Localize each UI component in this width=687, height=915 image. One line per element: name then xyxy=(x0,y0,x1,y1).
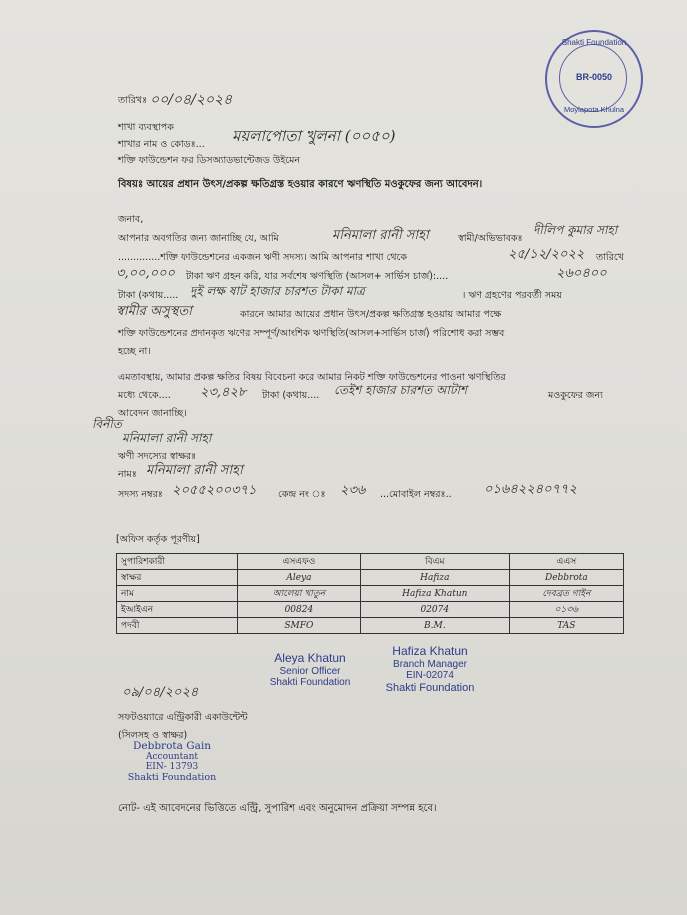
cell: 02074 xyxy=(360,602,509,618)
table-row xyxy=(117,586,624,602)
applicant-signature: মনিমালা রানী সাহা xyxy=(122,431,212,445)
closing-hand: বিনীত xyxy=(92,417,122,431)
cell: দেবব্রত গাইন xyxy=(509,586,623,602)
row-label: নাম xyxy=(117,586,238,602)
salutation: জনাব, xyxy=(118,214,144,225)
row-label: ইআইএন xyxy=(117,602,238,618)
table-row xyxy=(117,618,624,634)
stamp-org: Shakti Foundation xyxy=(127,771,217,783)
body-text: টাকা (কথায়..... xyxy=(118,290,179,301)
body-text: হচ্ছে না। xyxy=(118,346,151,357)
stamp-org: Shakti Foundation xyxy=(269,677,351,689)
body-text: শক্তি ফাউন্ডেশনের প্রদানকৃত ঋণের সম্পূর্ণ/আংশিক ঋণস্থিতি(আসল+সার্ভিস চার্জ) পরিশোধ করা সম্ভব xyxy=(118,328,505,339)
branch-manager-stamp xyxy=(372,645,488,694)
center-value-hand: ২৩৬ xyxy=(340,483,366,498)
body-text: টাকা ঋণ গ্রহন করি, যার সর্বশেষ ঋণস্থিতি (আসল+ সার্ভিস চার্জ):.... xyxy=(186,271,449,282)
member-label: সদস্য নম্বরঃ xyxy=(118,489,163,500)
table-row xyxy=(117,570,624,586)
date-label: তারিখঃ xyxy=(118,95,148,106)
body-text: মধ্যে থেকে.... xyxy=(118,390,171,401)
header-sfo: এসএফও xyxy=(238,554,361,570)
signature-label: ঋণী সদস্যের স্বাক্ষরঃ xyxy=(118,451,197,462)
cell: SMFO xyxy=(238,618,361,634)
mobile-value-hand: ০১৬৪২২৪০৭৭২ xyxy=(484,482,577,497)
guardian-name-hand: দীলিপ কুমার সাহা xyxy=(533,223,618,237)
seal-org: Shakti Foundation xyxy=(561,38,627,47)
date-value: ০০/০৪/২০২৪ xyxy=(150,92,233,108)
cell: Aleya xyxy=(238,570,361,586)
body-text: মওকুফের জন্য xyxy=(548,390,603,401)
body-text: আপনার অবগতির জন্য জানাচ্ছি যে, আমি xyxy=(118,233,279,244)
stamp-name: Debbrota Gain xyxy=(132,740,211,752)
stamp-ein: EIN-02074 xyxy=(406,670,454,682)
body-text: আবেদন জানাচ্ছি। xyxy=(118,408,187,419)
cell: Hafiza xyxy=(360,570,509,586)
accountant-stamp xyxy=(112,740,232,784)
cause-hand: স্বামীর অসুস্থতা xyxy=(116,304,192,319)
body-text: স্বামী/অভিভাবকঃ xyxy=(458,233,523,244)
loan-amount-hand: ৩,০০,০০০ xyxy=(116,266,175,281)
seal-place: Moylapota Khulna xyxy=(563,105,625,114)
footer-note: নোট- এই আবেদনের ভিত্তিতে এন্ট্রি, সুপারিশ এবং অনুমোদন প্রক্রিয়া সম্পন্ন হবে। xyxy=(118,803,437,814)
stamp-org: Shakti Foundation xyxy=(385,681,475,694)
body-text: । ঋণ গ্রহণের পরবর্তী সময় xyxy=(462,290,562,301)
body-text: টাকা (কথায়.... xyxy=(262,390,320,401)
header-as: এএস xyxy=(509,554,623,570)
cell: 00824 xyxy=(238,602,361,618)
center-label: কেন্দ্র নং ঃ xyxy=(278,489,326,500)
stamp-title: Branch Manager xyxy=(393,658,467,670)
addressee-line1: শাখা ব্যবস্থাপক xyxy=(118,122,174,133)
office-use-label: [অফিস কর্তৃক পূরণীয়] xyxy=(116,534,200,545)
cell: Debbrota xyxy=(509,570,623,586)
stamp-ein: EIN- 13793 xyxy=(145,762,199,773)
stamp-title: Accountant xyxy=(146,752,198,763)
name-label: নামঃ xyxy=(118,469,137,480)
waiver-words-hand: তেইশ হাজার চারশত আটাশ xyxy=(334,383,468,397)
body-text: এমতাবস্থায়, আমার প্রকল্প ক্ষতির বিষয় বিবেচনা করে আমার নিকট শক্তি ফাউন্ডেশনের পাওনা ঋণস্থিতির xyxy=(118,372,506,383)
body-text: কারনে আমার আয়ের প্রধান উৎস/প্রকল্প ক্ষতিগ্রস্ত হওয়ায় আমার পক্ষে xyxy=(240,309,502,320)
waiver-amount-hand: ২৩,৪২৮ xyxy=(200,385,247,400)
cell: আলেয়া খাতুন xyxy=(238,586,361,602)
mobile-label: ...মোবাইল নম্বরঃ.. xyxy=(380,489,452,500)
accountant-title: সফটওয়্যারে এন্ট্রিকারী একাউন্টেন্ট xyxy=(118,712,248,723)
applicant-name-hand: মনিমালা রানী সাহা xyxy=(332,228,429,243)
row-label: স্বাক্ষর xyxy=(117,570,238,586)
seal-code: BR-0050 xyxy=(575,72,613,82)
addressee-line3: শক্তি ফাউন্ডেশন ফর ডিসঅ্যাডভান্টেজড উইমেন xyxy=(118,155,301,166)
office-approval-table xyxy=(116,553,624,634)
table-header-row xyxy=(117,554,624,570)
header-bm: বিএম xyxy=(360,554,509,570)
cell: TAS xyxy=(509,618,623,634)
balance-hand: ২৬০৪০০ xyxy=(556,266,607,281)
accountant-sub: (সিলসহ ও স্বাক্ষর) xyxy=(118,730,188,741)
addressee-branch-value: ময়লাপোতা খুলনা (০০৫০) xyxy=(232,127,396,145)
stamp-name: Hafiza Khatun xyxy=(392,644,468,658)
body-text: তারিখে xyxy=(596,252,624,263)
row-label: পদবী xyxy=(117,618,238,634)
branch-seal xyxy=(545,30,643,128)
body-text: ..............শক্তি ফাউন্ডেশনের একজন ঋণী সদস্য। আমি আপনার শাখা থেকে xyxy=(118,252,407,263)
addressee-branch-label: শাখার নাম ও কোডঃ... xyxy=(118,139,205,150)
senior-officer-stamp xyxy=(248,652,372,689)
header-recommender: সুপারিশকারী xyxy=(117,554,238,570)
loan-date-hand: ২৫/১২/২০২২ xyxy=(508,247,585,262)
subject-line: বিষয়ঃ আয়ের প্রধান উৎস/প্রকল্প ক্ষতিগ্রস্ত হওয়ার কারণে ঋণস্থিতি মওকুফের জন্য আবেদন। xyxy=(118,179,483,190)
cell: Hafiza Khatun xyxy=(360,586,509,602)
accountant-signature-date: ০৯/০৪/২০২৪ xyxy=(122,685,199,700)
cell: ০১৩৬ xyxy=(509,602,623,618)
stamp-name: Aleya Khatun xyxy=(274,651,346,665)
name-value-hand: মনিমালা রানী সাহা xyxy=(146,463,243,478)
member-value-hand: ২০৫৫২০০৩৭১ xyxy=(172,483,257,498)
table-row xyxy=(117,602,624,618)
balance-words-hand: দুই লক্ষ ষাট হাজার চারশত টাকা মাত্র xyxy=(190,284,365,298)
cell: B.M. xyxy=(360,618,509,634)
stamp-title: Senior Officer xyxy=(279,665,341,677)
